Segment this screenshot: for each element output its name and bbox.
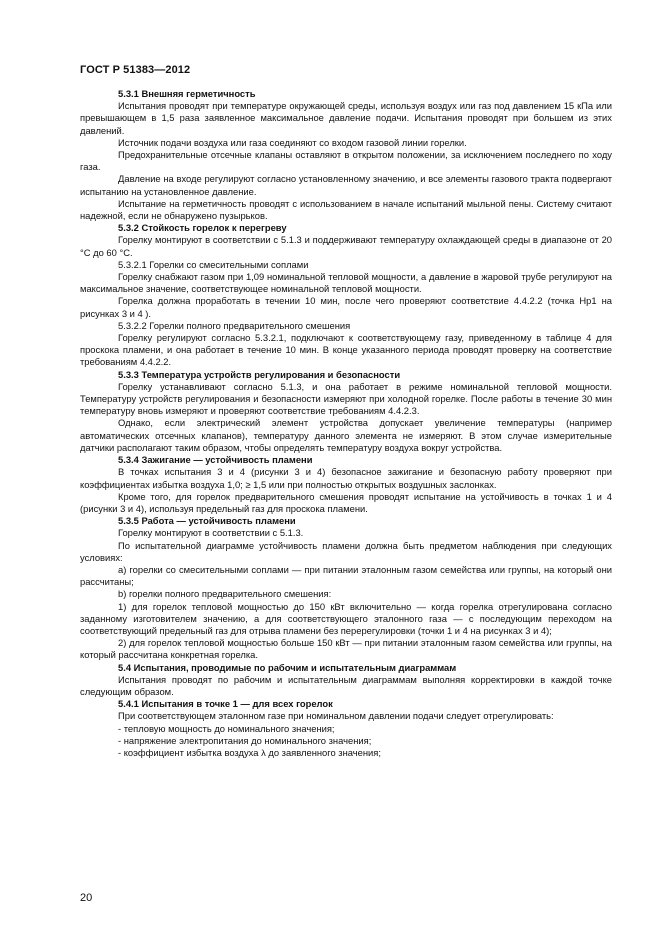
section-heading: 5.4 Испытания, проводимые по рабочим и испытательным диаграммам [118,661,457,673]
list-item: - коэффициент избытка воздуха λ до заявленного значения; [118,746,381,758]
paragraph: Горелка должна проработать в течении 10 мин, после чего проверяют соответствие 4.4.2.2 (точка Нр1 на рисунках 3 и 4 ). [80,295,612,319]
section-heading: 5.4.1 Испытания в точке 1 — для всех горелок [118,698,333,710]
paragraph: Давление на входе регулируют согласно установленному значению, и все элементы газового тракта подвергают испытанию на установленное давление. [80,173,612,197]
paragraph: По испытательной диаграмме устойчивость пламени должна быть предметом наблюдения при следующих условиях: [80,539,612,563]
paragraph: Кроме того, для горелок предварительного смешения проводят испытание на устойчивость в точках 1 и 4 (рисунки 3 и 4), используя предельный газ для проскока пламени. [80,490,612,514]
paragraph: Испытания проводят по рабочим и испытательным диаграммам выполняя корректировки в каждой точке следующим образом. [80,673,612,697]
section-heading: 5.3.2 Стойкость горелок к перегреву [118,222,287,234]
paragraph: В точках испытания 3 и 4 (рисунки 3 и 4) безопасное зажигание и безопасную работу проверяют при коэффициентах избытка воздуха 1,0; ≥ 1,5 или при полностью открытых воздушных заслонках. [80,466,612,490]
page-number: 20 [80,892,93,904]
paragraph: 5.3.2.1 Горелки со смесительными соплами [118,258,309,270]
paragraph: Горелку устанавливают согласно 5.1.3, и она работает в режиме номинальной тепловой мощности. Температуру устройств регулирования и безопасности измеряют при холодной горелке. После работы в течение 30 мин температуру вновь измеряют и проверяют соответствие требованиям 4.4.2.3. [80,380,612,417]
paragraph: Предохранительные отсечные клапаны оставляют в открытом положении, за исключением последнего по ходу газа. [80,149,612,173]
paragraph: Горелку регулируют согласно 5.3.2.1, подключают к соответствующему газу, приведенному в таблице 4 для проскока пламени, и она работает в течение 10 мин. В конце указанного периода проводят проверку на соответствие требованиям 4.4.2.2. [80,332,612,368]
section-heading: 5.3.4 Зажигание — устойчивость пламени [118,454,313,466]
section-heading: 5.3.1 Внешняя герметичность [118,88,256,99]
paragraph: 1) для горелок тепловой мощностью до 150 кВт включительно — когда горелка отрегулирована согласно заданному изготовителем значению, а для соответствующего эталонного газа — с последующим переходом на соответствующий предельный газ для отрыва пламени без перерегулировки (точки 1 и 4 на рисунках 3 и 4); [80,600,612,636]
paragraph: 5.3.2.2 Горелки полного предварительного смешения [118,319,351,331]
paragraph: Однако, если электрический элемент устройства допускает увеличение температуры (например автоматических отсечных клапанов), температуру данного элемента не измеряют. В этом случае измерительные датчики располагают таким образом, чтобы определять температуру воздуха вокруг устройства. [80,417,612,453]
section-heading: 5.3.3 Температура устройств регулирования и безопасности [118,368,401,380]
paragraph: а) горелки со смесительными соплами — при питании эталонным газом семейства или группы, на который они рассчитаны; [80,563,612,588]
paragraph: Горелку монтируют в соответствии с 5.1.3. [118,527,304,539]
paragraph: 2) для горелок тепловой мощностью больше 150 кВт — при питании эталонным газом семейства или группы, на который рассчитана конкретная горелка. [80,637,612,661]
document-header: ГОСТ Р 51383—2012 [80,64,191,76]
section-heading: 5.3.5 Работа — устойчивость пламени [118,515,296,527]
paragraph: Источник подачи воздуха или газа соединяют со входом газовой линии горелки. [118,136,467,148]
paragraph: Горелку снабжают газом при 1,09 номинальной тепловой мощности, а давление в жаровой трубе регулируют на максимальное значение, соответствующее номинальной тепловой мощности. [80,271,612,295]
paragraph: Испытание на герметичность проводят с использованием в начале испытаний мыльной пены. Систему считают надежной, если не обнаружено пузырьков. [80,197,612,222]
paragraph: b) горелки полного предварительного смешения: [118,588,332,600]
paragraph: При соответствующем эталонном газе при номинальном давлении подачи следует отрегулировать: [118,710,554,722]
list-item: - тепловую мощность до номинального значения; [118,722,335,734]
paragraph: Испытания проводят при температуре окружающей среды, используя воздух или газ под давлением 15 кПа или превышающем в 1,5 раза заявленное максимальное давление подачи. Испытания проводят при большем из этих давлений. [80,100,612,136]
paragraph: Горелку монтируют в соответствии с 5.1.3 и поддерживают температуру охлаждающей среды в диапазоне от 20 °С до 60 °С. [80,234,612,258]
document-body [80,88,612,759]
list-item: - напряжение электропитания до номинального значения; [118,734,372,746]
